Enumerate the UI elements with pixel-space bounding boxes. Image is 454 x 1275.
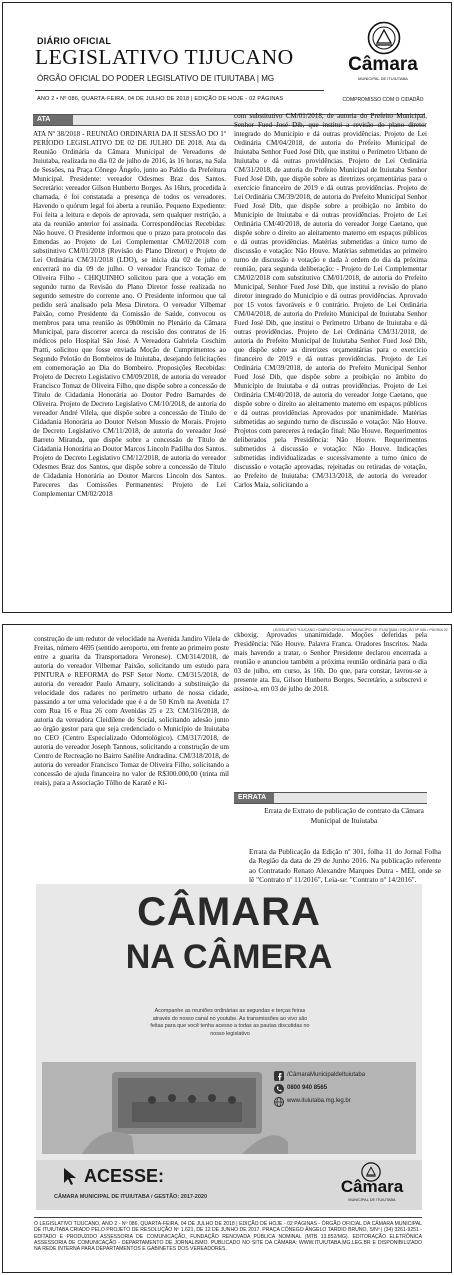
ata-column-continued-left xyxy=(34,635,229,880)
page-two xyxy=(2,624,452,1273)
masthead-divider xyxy=(35,90,324,91)
ad-acesse-label: ACESSE: xyxy=(84,1166,165,1186)
errata-title: Errata de Extrato de publicação de contrato da Câmara Municipal de Ituiutaba xyxy=(264,806,424,825)
ata-column-continued-right xyxy=(234,631,427,715)
phone-number: 0800 940 8565 xyxy=(287,1085,328,1091)
website-url: www.ituiutaba.mg.leg.br xyxy=(287,1098,351,1104)
phone-icon xyxy=(274,1084,284,1094)
cursor-icon xyxy=(60,1166,80,1186)
ad-logo-municipality: MUNICIPAL DE ITUIUTABA xyxy=(348,1198,396,1202)
footer-divider xyxy=(34,1217,422,1218)
facebook-handle: /CâmaraMunicipaldeItuiutaba xyxy=(287,1072,366,1078)
facebook-icon xyxy=(274,1071,284,1081)
ata-column-left xyxy=(33,130,226,610)
ad-management-line: CÂMARA MUNICIPAL DE ITUIUTABA / GESTÃO: 2017-2020 xyxy=(54,1194,208,1200)
camara-na-camera-ad xyxy=(36,884,422,1210)
ata-column-right xyxy=(234,112,427,610)
ad-title-camara: CÂMARA xyxy=(137,890,321,934)
camara-emblem-icon xyxy=(367,21,401,55)
section-bar-errata xyxy=(234,792,427,804)
colophon: O LEGISLATIVO TIJUCANO, ANO 2 - Nº 086, QUARTA-FEIRA, 04 DE JULHO DE 2018 | EDIÇÃO DE HOJE - 02 PÁGINAS - ÓRGÃO OFICIAL DA CÂMARA MUNICIPAL DE ITUIUTABA CRIADO PELO PROJETO DE RESOLUÇÃO Nº 1.621, DE 12 DE JUNHO DE 2017. PRAÇA CÔNEGO ÂNGELO TARDIO BRUNO, S/Nº | (34) 3261-9251 - EDITADO E PRODUZIDO ASSESSORIA DE COMUNICAÇÃO, FUNDAÇÃO RENOVADA PÚBLICA NOMINAL (MTB 13.852/MG). EDITORAÇÃO ELETRÔNICA ASSESSORIA DE COMUNICAÇÃO - DEPARTAMENTO DE JORNALISMO. PUBLICADO NO SITE DA CÂMARA: WWW.ITUIUTABA.MG.LEG.BR E DISPONIBILIZADO NA REDE INTERNA PARA DEPARTAMENTOS E GABINETES DOS VEREADORES. xyxy=(34,1221,422,1253)
logo-slogan: COMPROMISSO COM O CIDADÃO xyxy=(342,97,424,103)
ata-text-continued-right: ckboxig. Aprovados unanimidade. Moções deferidas pela Presidência: Não Houve. Palavra Franca. Oradores Inscritos. Nada mais havendo a tratar, o Senhor Presidente declarou encerrada a reunião e anunciou também a próxima reunião ordinária para o dia 03 de julho, em curso, às 16h. Do que, para constar, lavrou-se a presente ata. Eu, Gilson Hunberto Borges, Secretário, a subscrevi e assino-a, em 03 de julho de 2018. xyxy=(234,631,427,693)
page-one xyxy=(2,2,452,613)
ata-text-right: com substitutivo CM/01/2018, de autoria do Prefeito Municipal, Senhor Fued José Dib, que institui a revisão do plano diretor integrado do Município e dá outras providências. Projeto de Lei Ordinária CM/04/2018, de autoria do Prefeito Municipal de Ituiutaba Senhor Fued José Dib, que institui o Perímetro Urbano de Ituiutaba e dá outras providências. Projeto de Lei Ordinária CM/31/2018, de autoria do Prefeito Municipal de Ituiutaba Senhor Fued José Dib, que dispõe sobre as diretrizes orçamentárias para o exercício financeiro de 2019 e dá outras providências. Projeto de Lei Ordinária CM/39/2018, de autoria do Prefeito Municipal Senhor Fued José Dib, que dispõe sobre a proibição no âmbito do Município de Ituiutaba e dá outras providências. Projeto de Lei Ordinária CM/40/2018, de autoria do vereador Jorge Caetano, que dispõe sobre o direito ao aleitamento materno em espaços públicos e dá outras providências. Matérias submetidas a único turno de discussão e votação: Não Houve. Matérias submetidas ao primeiro turno de discussão e votação e dada à ordem do dia da próxima reunião, para segunda deliberação: - Projeto de Lei Complementar CM/02/2018 com substitutivo CM/01/2018, de autoria do Prefeito Municipal, Senhor Fued José Dib, que institui a revisão do plano diretor integrado do Município e dá outras providências. Aprovado por 15 votos favoráveis e 0 contrário. Projeto de Lei Ordinária CM/04/2018, de autoria do Prefeito Municipal de Ituiutaba Senhor Fued José Dib, que institui o Perímetro Urbano de Ituiutaba e dá outras providências. Projeto de Lei Ordinária CM/31/2018, de autoria do Prefeito Municipal de Ituiutaba Senhor Fued José Dib, que dispõe sobre as diretrizes orçamentárias para o exercício financeiro de 2019 e dá outras providências. Projeto de Lei Ordinária CM/39/2018, de autoria do Prefeito Municipal Senhor Fued José Dib, que dispõe sobre a proibição no âmbito do Município de Ituiutaba e dá outras providências. Projeto de Lei Ordinária CM/40/2018, de autoria do vereador Jorge Caetano, que dispõe sobre o direito ao aleitamento materno em espaços públicos e dá outras providências Aprovados por unanimidade. Matérias submetidas ao segundo turno de discussão e votação: Não Houve. Projetos com pareceres à redação final: Não Houve. Requerimentos deliberados pela Presidência: Não Houve. Requerimentos submetidos à discussão e votação: Não Houve. Indicações submetidas individualizadas e sucessivamente a turno único de discussão e votação aprovadas, rejeitadas ou retiradas de votação, ao Prefeito de Ituiutaba: CM/313/2018, de autoria do vereador Carlos Maia, solicitando a xyxy=(234,112,427,489)
ad-title-na-camera: NA CÂMERA xyxy=(125,938,333,976)
ata-text-continued-left: construção de um redutor de velocidade na Avenida Jandiro Vilela de Freitas, número 4695 (sentido aeroporto, em frente ao primeiro poste entre a guarita da Transportadora Veronese). CM/314/2018, de autoria do vereador Vilbemar Paixão, solicitando um estudo para PINTURA e REFORMA do PSF Setor Norte. CM/315/2018, de autoria do vereador Paulo Amaury, solicitando a substituição da velocidade dos radares no perímetro urbano de nossa cidade, passando a ter uma velocidade que é a de 50 Km/h na Avenida 17 com Rua 16 e Rua 26 com Avenidas 25 e 23. CM/316/2018, de autoria da vereadora Cleidilene do Social, solicitando adesão junto ao órgão gestor para que seja credenciado o Município de Ituiutaba no CEO (Centro Especializado Odontológico). CM/317/2018, de autoria do vereador Joseph Tannous, solicitando a construção de um Centro de Recreação no Bairro Satélite Andradina. CM/318/2018, de autoria do vereador Francisco Tomaz de Oliveira Filho, solicitando a concessão de ajuda financeira no valor de R$300.000,00 (trinta mil reais), para a Associação Tôlho de Karatê e Ki- xyxy=(34,635,229,787)
ad-logo-wordmark: Câmara xyxy=(340,1177,404,1196)
ad-description: Acompanhe as reuniões ordinárias as segundas e terças feiras através do nosso canal no youtube. As transmissões ao vivo são feitas para que você tenha acesso a todas as pautas discutidas no nosso legislativo xyxy=(150,1008,310,1037)
running-head: LEGISLATIVO TIJUCANO • DIÁRIO OFICIAL DO MUNICÍPIO DE ITUIUTABA • EDIÇÃO Nº 086 • PÁGINA 02 xyxy=(273,628,448,632)
ata-text-left: ATA Nº 38/2018 - REUNIÃO ORDINÁRIA DA II SESSÃO DO 1º PERÍODO LEGISLATIVO DE 02 DE JULHO DE 2018. Ata da Reunião Ordinária da Câmara Municipal de Vereadores de Ituiutaba, realizada no dia 02 de julho de 2016, às 16 horas, na Sala de Sessões, na Praça Cônego Ângelo, junto ao Paldio da Prefeitura Municipal. Presidente: vereador Odesmes Braz dos Santos. Secretário: vereador Gilson Hunberto Borges. As 16hrs, procedida à chamada, é foi constatada a presença de todos os vereadores. Havendo o quórum legal foi aberta a reunião. Pequeno Expediente: Foi feita a leitura e depois de aprovada, sem qualquer restrição, a ata da reunião anterior foi assinada. Correspondências Recebidas: Não houve. O Presidente informou que o prazo para protocolo das Emendas ao Projeto de Lei Complementar CM/02/2018 com substitutivo CM/01/2018 (Revisão do Plano Diretor) e Projeto de Lei Ordinária CM/31/2018 (LDO), se inicia dia 02 de julho e encerrará no dia 09 de julho. O vereador Francisco Tomaz de Oliveira Filho - CHIQUINHO solicitou para que a votação em segundo turno da Revisão do Plano Diretor fosse realizada no segundo semestre do corrente ano. O Presidente informou que tal pedido será analisado pela Mesa Diretora. O vereador Vilbemar Paixão, como Presidente da Comissão de Saúde, convocou os membros para uma reunião às 09h00min no Plenário da Câmara Municipal, para discorrer acerca da rescisão dos contratos de 16 médicos pelo Hospital São José. A Vereadora Gabriela Ceschim Pratti, solicitou que fosse enviada Moção de Cumprimentos ao Segundo Pelotão do Bombeiros de Ituiutaba, desejando felicitações em comemoração ao Dia do Bombeiro. Proposições Recebidas: Projeto de Decreto Legislativo CM/09/2018, de autoria do vereador Francisco Tomaz de Oliveira Filho, que dispõe sobre a concessão de Título de Cidadania Honorária ao Doutor Pedro Barnardes de Oliveira. Projeto de Decreto Legislativo CM/10/2018, de autoria do vereador André Vilela, que dispõe sobre a concessão de Título de Cidadania Honorária ao Doutor Nelson Mussio de Morais. Projeto de Decreto Legislativo CM/11/2018, de autoria do vereador José Barreto Miranda, que dispõe sobre a concessão de Título de Cidadania Honorária ao Doutor Marcos Lincoln Padilha dos Santos. Projeto de Decreto Legislativo CM/12/2018, de autoria do vereador Odesmes Braz dos Santos, que dispõe sobre a concessão de Título de Cidadania Honorária ao Doutor Marcos Lincoln dos Santos. Pareceres das Comissões Permanentes: Projeto de Lei Complementar CM/02/2018 xyxy=(33,130,226,498)
section-label-ata: ATA xyxy=(33,115,73,125)
errata-body: Errata da Publicação da Edição nº 301, folha 11 do Jornal Folha da Região da data de 29 de Junho 2016. Na publicação referente ao Contratado Renato Alexandre Marques Dutra - MEI, onde se lê "Contrato nº 11/2016", Leia-se: "Contrato nº 14/2016". xyxy=(249,847,441,884)
logo-municipality: MUNICIPAL DE ITUIUTABA xyxy=(358,76,408,81)
masthead-subtitle: ÓRGÃO OFICIAL DO PODER LEGISLATIVO DE ITUIUTABA | MG xyxy=(37,74,275,83)
globe-icon xyxy=(274,1097,284,1107)
masthead-title: LEGISLATIVO TIJUCANO xyxy=(35,45,294,69)
section-label-errata: ERRATA xyxy=(234,793,274,803)
masthead xyxy=(3,3,451,111)
masthead-kicker: DIÁRIO OFICIAL xyxy=(37,36,112,46)
camara-logo xyxy=(331,21,435,107)
logo-wordmark: Câmara xyxy=(348,54,418,75)
edition-line: ANO 2 • Nº 086, QUARTA-FEIRA, 04 DE JULHO DE 2018 | EDIÇÃO DE HOJE - 02 PÁGINAS xyxy=(37,96,284,102)
